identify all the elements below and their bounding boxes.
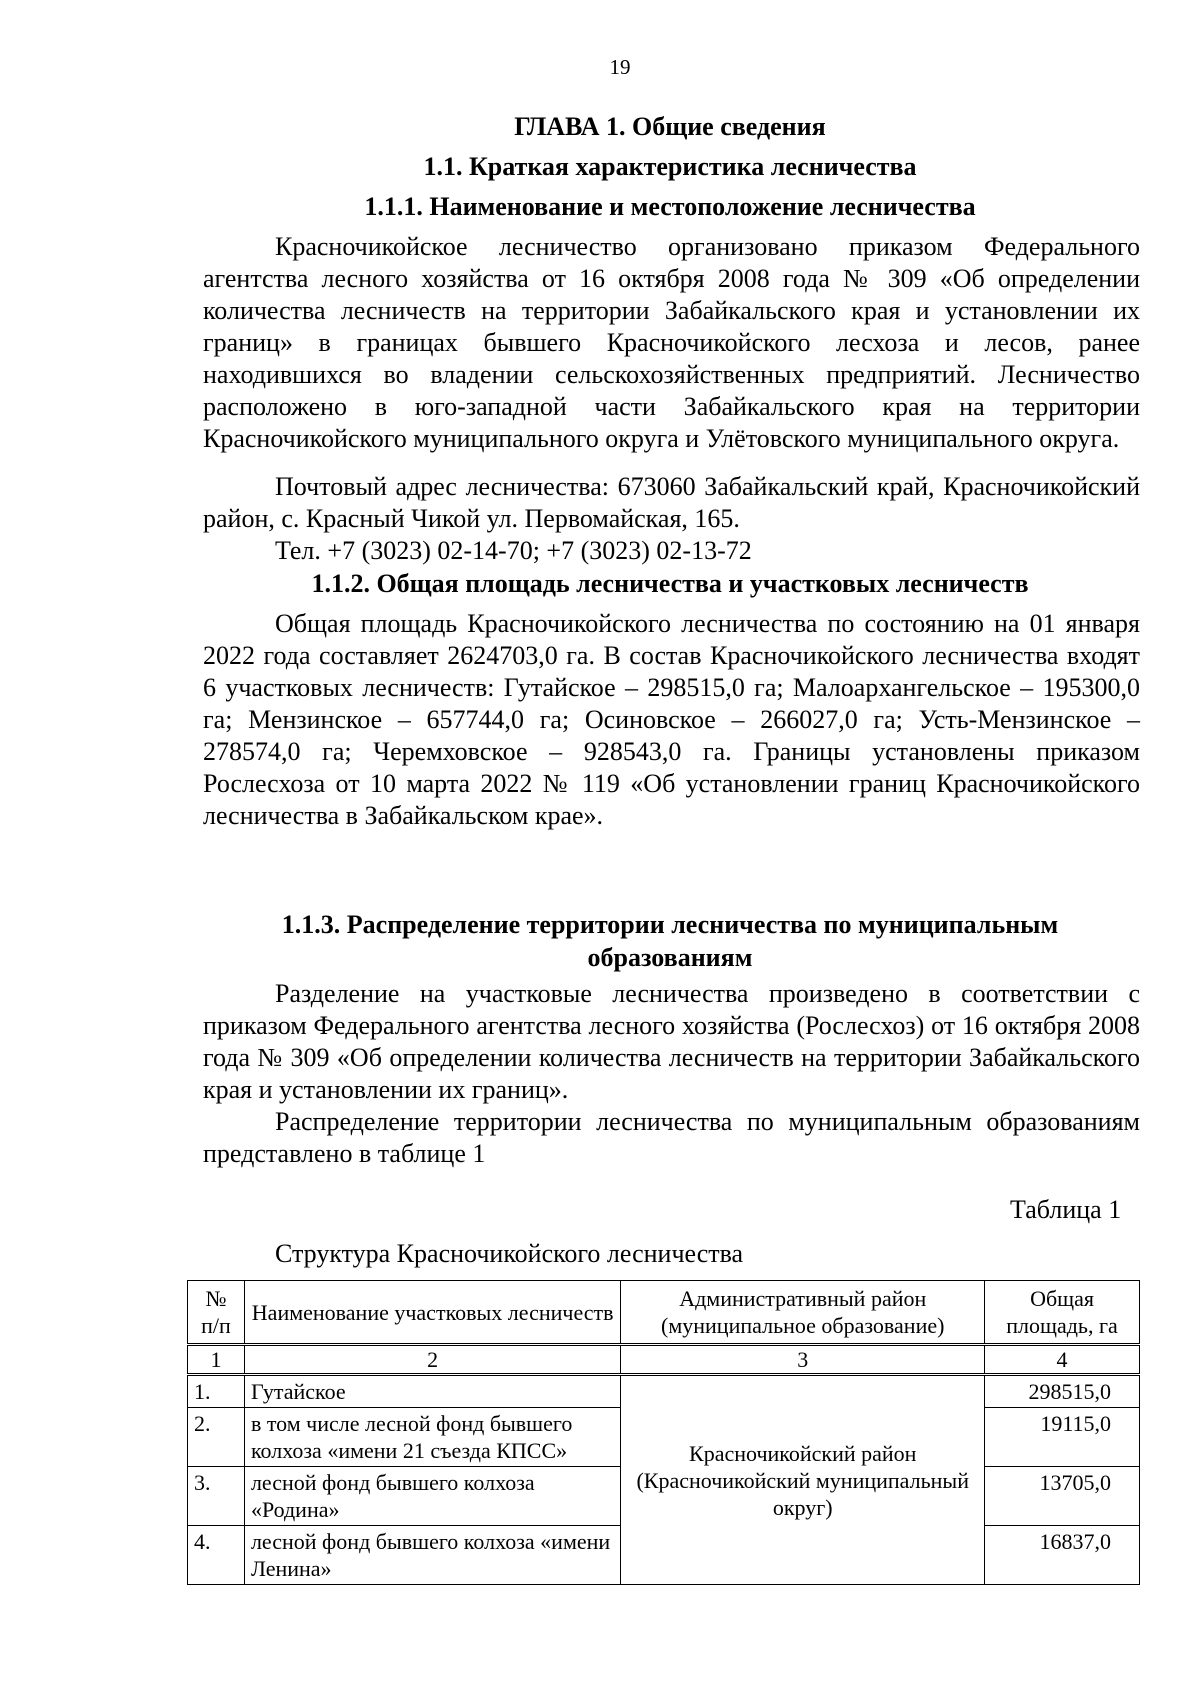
row-name: лесной фонд бывшего колхоза «Родина» — [244, 1467, 620, 1526]
table-title: Структура Красночикойского лесничества — [275, 1239, 744, 1268]
forestry-structure-table — [187, 1280, 1140, 1585]
column-numbers-row — [188, 1345, 1140, 1375]
header-number: № п/п — [188, 1281, 245, 1345]
column-number: 2 — [244, 1345, 620, 1375]
section-heading-1-1: 1.1. Краткая характеристика лесничества — [423, 152, 917, 181]
table-header-row — [188, 1281, 1140, 1345]
row-number: 1. — [188, 1375, 245, 1408]
header-district: Административный район (муниципальное образование) — [621, 1281, 985, 1345]
district-cell: Красночикойский район (Красночикойский муниципальный округ) — [621, 1375, 985, 1585]
table-caption: Таблица 1 — [1010, 1195, 1122, 1224]
row-area: 19115,0 — [985, 1408, 1140, 1467]
row-number: 4. — [188, 1526, 245, 1585]
paragraph-phone: Тел. +7 (3023) 02-14-70; +7 (3023) 02-13-72 — [275, 536, 752, 565]
row-area: 298515,0 — [985, 1375, 1140, 1408]
section-heading-1-1-2: 1.1.2. Общая площадь лесничества и участковых лесничеств — [311, 569, 1029, 598]
header-area: Общая площадь, га — [985, 1281, 1140, 1345]
page-number: 19 — [609, 55, 631, 79]
row-name: Гутайское — [244, 1375, 620, 1408]
chapter-heading: ГЛАВА 1. Общие сведения — [514, 112, 826, 141]
row-number: 3. — [188, 1467, 245, 1526]
paragraph-location: Красночикойское лесничество организовано приказом Федерального агентства лесного хозяйства от 16 октября 2008 года № 309 «Об определении количества лесничеств на территории Забайкальского края и установлении их границ» в границах бывшего Красночикойского лесхоза и лесов, ранее находившихся во владении сельскохозяйственных предприятий. Лесничество расположено в юго-западной части Забайкальского края на территории Красночикойского муниципального округа и Улётовского муниципального округа. — [203, 232, 1140, 453]
row-area: 16837,0 — [985, 1526, 1140, 1585]
row-number: 2. — [188, 1408, 245, 1467]
paragraph-distribution: Распределение территории лесничества по муниципальным образованиям представлено в таблице 1 — [203, 1107, 1140, 1168]
column-number: 1 — [188, 1345, 245, 1375]
section-heading-1-1-3: 1.1.3. Распределение территории лесничества по муниципальным образованиям — [281, 910, 1059, 972]
table-row — [188, 1375, 1140, 1408]
column-number: 4 — [985, 1345, 1140, 1375]
paragraph-total-area: Общая площадь Красночикойского лесничества по состоянию на 01 января 2022 года составляет 2624703,0 га. В состав Красночикойского лесничества входят 6 участковых лесничеств: Гутайское – 298515,0 га; Малоархангельское – 195300,0 га; Мензинское – 657744,0 га; Осиновское – 266027,0 га; Усть-Мензинское – 278574,0 га; Черемховское – 928543,0 га. Границы установлены приказом Рослесхоза от 10 марта 2022 № 119 «Об установлении границ Красночикойского лесничества в Забайкальском крае». — [203, 609, 1140, 830]
column-number: 3 — [621, 1345, 985, 1375]
paragraph-postal-address: Почтовый адрес лесничества: 673060 Забайкальский край, Красночикойский район, с. Красный Чикой ул. Первомайская, 165. — [203, 472, 1140, 533]
section-heading-1-1-1: 1.1.1. Наименование и местоположение лесничества — [364, 192, 976, 221]
row-name: в том числе лесной фонд бывшего колхоза «имени 21 съезда КПСС» — [244, 1408, 620, 1467]
header-name: Наименование участковых лесничеств — [244, 1281, 620, 1345]
row-area: 13705,0 — [985, 1467, 1140, 1526]
paragraph-division: Разделение на участковые лесничества произведено в соответствии с приказом Федерального агентства лесного хозяйства (Рослесхоз) от 16 октября 2008 года № 309 «Об определении количества лесничеств на территории Забайкальского края и установлении их границ». — [203, 979, 1140, 1104]
row-name: лесной фонд бывшего колхоза «имени Ленина» — [244, 1526, 620, 1585]
